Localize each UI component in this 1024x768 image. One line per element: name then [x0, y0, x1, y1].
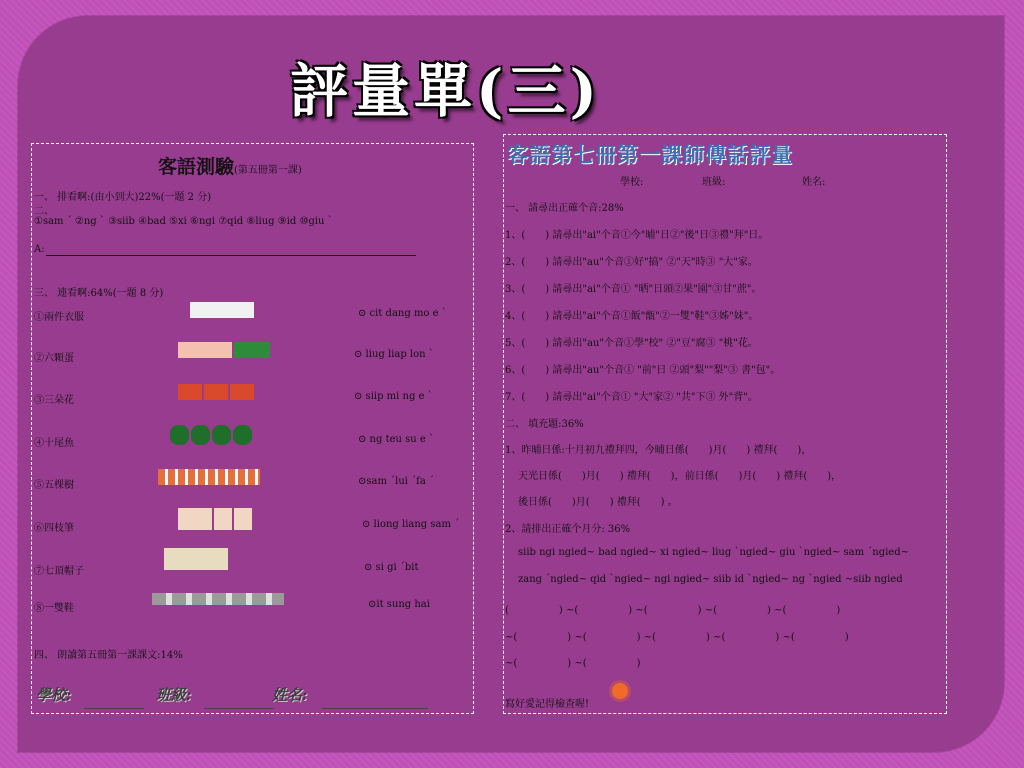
pen-icon	[214, 508, 232, 530]
match-right-5: ⊙sam ˊlui ˊfa ˊ	[358, 476, 434, 487]
flower-icon	[204, 384, 228, 400]
match-right-2: ⊙ liug liap lon ˋ	[354, 349, 434, 360]
question-2: 2、( ) 請尋出"au"个音①好"搞" ②"天"時③ "大"家。	[505, 257, 758, 268]
hats-picture	[164, 548, 228, 570]
month-blanks-3: ~( ) ~( )	[505, 658, 641, 669]
left-heading-note: (第五冊第一課)	[234, 165, 302, 176]
right-class-label: 班級:	[702, 177, 726, 188]
tree-icon	[233, 425, 252, 445]
tree-icon	[212, 425, 231, 445]
match-right-6: ⊙ liong liang sam ˊ	[362, 519, 460, 530]
fill-line-4: 2、請排出正確个月分: 36%	[505, 524, 631, 535]
month-options-1: siib ngi ngied~ bad ngied~ xi ngied~ liug ˋngied~ giu ˋngied~ sam ˊngied~	[518, 547, 910, 558]
question-1: 1、( ) 請尋出"ai"个音①今"晡"日②"後"日③禮"拜"日。	[505, 230, 769, 241]
eggs-picture	[178, 342, 270, 358]
match-left-5: ⑤五棵樹	[34, 480, 74, 491]
trees-picture	[170, 425, 256, 445]
flower-icon	[178, 384, 202, 400]
question-6: 6、( ) 請尋出"au"个音① "前"日 ②頭"梨""梨"③ 書"包"。	[505, 365, 781, 376]
egg-shape	[178, 342, 232, 358]
match-left-4: ④十尾魚	[34, 438, 74, 449]
left-worksheet	[31, 143, 474, 714]
right-footer-note: 寫好愛記得檢查喔!	[505, 699, 590, 710]
question-5: 5、( ) 請尋出"au"个音①學"校" ②"豆"腐③ "桃"花。	[505, 338, 758, 349]
clothes-picture	[190, 302, 254, 318]
match-right-1: ⊙ cit dang mo e ˋ	[358, 308, 447, 319]
match-left-2: ②六顆蛋	[34, 353, 74, 364]
tree-icon	[170, 425, 189, 445]
right-section-2: 二、 填充題:36%	[505, 419, 584, 430]
fill-line-1: 1、昨晡日係:十月初九禮拜四，今晡日係( )月( ) 禮拜( )，	[505, 445, 812, 456]
fish-picture	[158, 469, 260, 485]
pen-icon	[178, 508, 212, 530]
tree-icon	[191, 425, 210, 445]
month-blanks-1: ( ) ~( ) ~( ) ~( ) ~( )	[505, 605, 841, 616]
match-right-7: ⊙ si gi ˊbit	[364, 562, 419, 573]
flower-icon	[230, 384, 254, 400]
match-left-8: ⑧一雙鞋	[34, 603, 74, 614]
question-7: 7、( ) 請尋出"ai"个音① "大"家② "共"下③ 外"背"。	[505, 392, 758, 403]
answer-line[interactable]	[46, 255, 416, 256]
match-left-1: ①兩件衣服	[34, 312, 84, 323]
flowers-picture	[178, 384, 258, 400]
left-section-1: 一、 排看啊:(由小到大)22%(一題 2 分)	[34, 192, 212, 203]
month-options-2: zang ˊngied~ qid ˋngied~ ngi ngied~ siib id ˋngied~ ng ˋngied ~siib ngied	[518, 574, 903, 585]
name-field[interactable]	[322, 708, 428, 709]
match-left-7: ⑦七頂帽子	[34, 566, 84, 577]
question-4: 4、( ) 請尋出"ai"个音①飯"甑"②一雙"鞋"③姊"妹"。	[505, 311, 759, 322]
pens-picture	[178, 508, 260, 530]
right-heading: 客語第七冊第一課師傳話評量	[507, 142, 793, 167]
sun-icon	[612, 683, 628, 699]
match-right-3: ⊙ siip mi ng e ˋ	[354, 391, 433, 402]
egg-basket-shape	[234, 342, 270, 358]
left-section-3: 三、 連看啊:64%(一題 8 分)	[34, 288, 164, 299]
left-section-4: 四、 朗讀第五冊第一課課文:14%	[34, 650, 183, 661]
page-title: 評量單(三)	[290, 57, 601, 125]
right-worksheet	[503, 134, 947, 714]
match-right-8: ⊙it sung hai	[368, 599, 430, 610]
right-school-label: 學校:	[620, 177, 644, 188]
footer-school-label: 學校:	[36, 686, 72, 704]
right-section-1: 一、 請尋出正確个音:28%	[505, 203, 624, 214]
footer-name-label: 姓名:	[272, 686, 308, 704]
fill-line-2: 天光日係( )月( ) 禮拜( )，前日係( )月( ) 禮拜( )，	[518, 471, 842, 482]
class-field[interactable]	[204, 708, 274, 709]
match-right-4: ⊙ ng teu su e ˋ	[358, 434, 434, 445]
fill-line-3: 後日係( )月( ) 禮拜( ) 。	[518, 497, 678, 508]
left-section-2-label: 二、	[34, 206, 54, 217]
left-heading-text: 客語測驗	[158, 156, 235, 178]
pen-icon	[234, 508, 252, 530]
question-3: 3、( ) 請尋出"ai"个音① "晒"日頭②果"園"③甘"蔗"。	[505, 284, 762, 295]
left-heading	[158, 152, 302, 179]
shoes-picture	[152, 593, 284, 605]
month-blanks-2: ~( ) ~( ) ~( ) ~( ) ~( )	[505, 632, 849, 643]
footer-class-label: 班級:	[156, 686, 192, 704]
right-name-label: 姓名:	[802, 177, 826, 188]
left-section-1-items: ①sam ˊ ②ng ˋ ③siib ④bad ⑤xi ⑥ngi ⑦qid ⑧liug ⑨id ⑩giu ˋ	[34, 216, 333, 227]
match-left-6: ⑥四枝筆	[34, 523, 74, 534]
match-left-3: ③三朵花	[34, 395, 74, 406]
answer-label: A:	[34, 244, 45, 255]
school-field[interactable]	[84, 708, 144, 709]
